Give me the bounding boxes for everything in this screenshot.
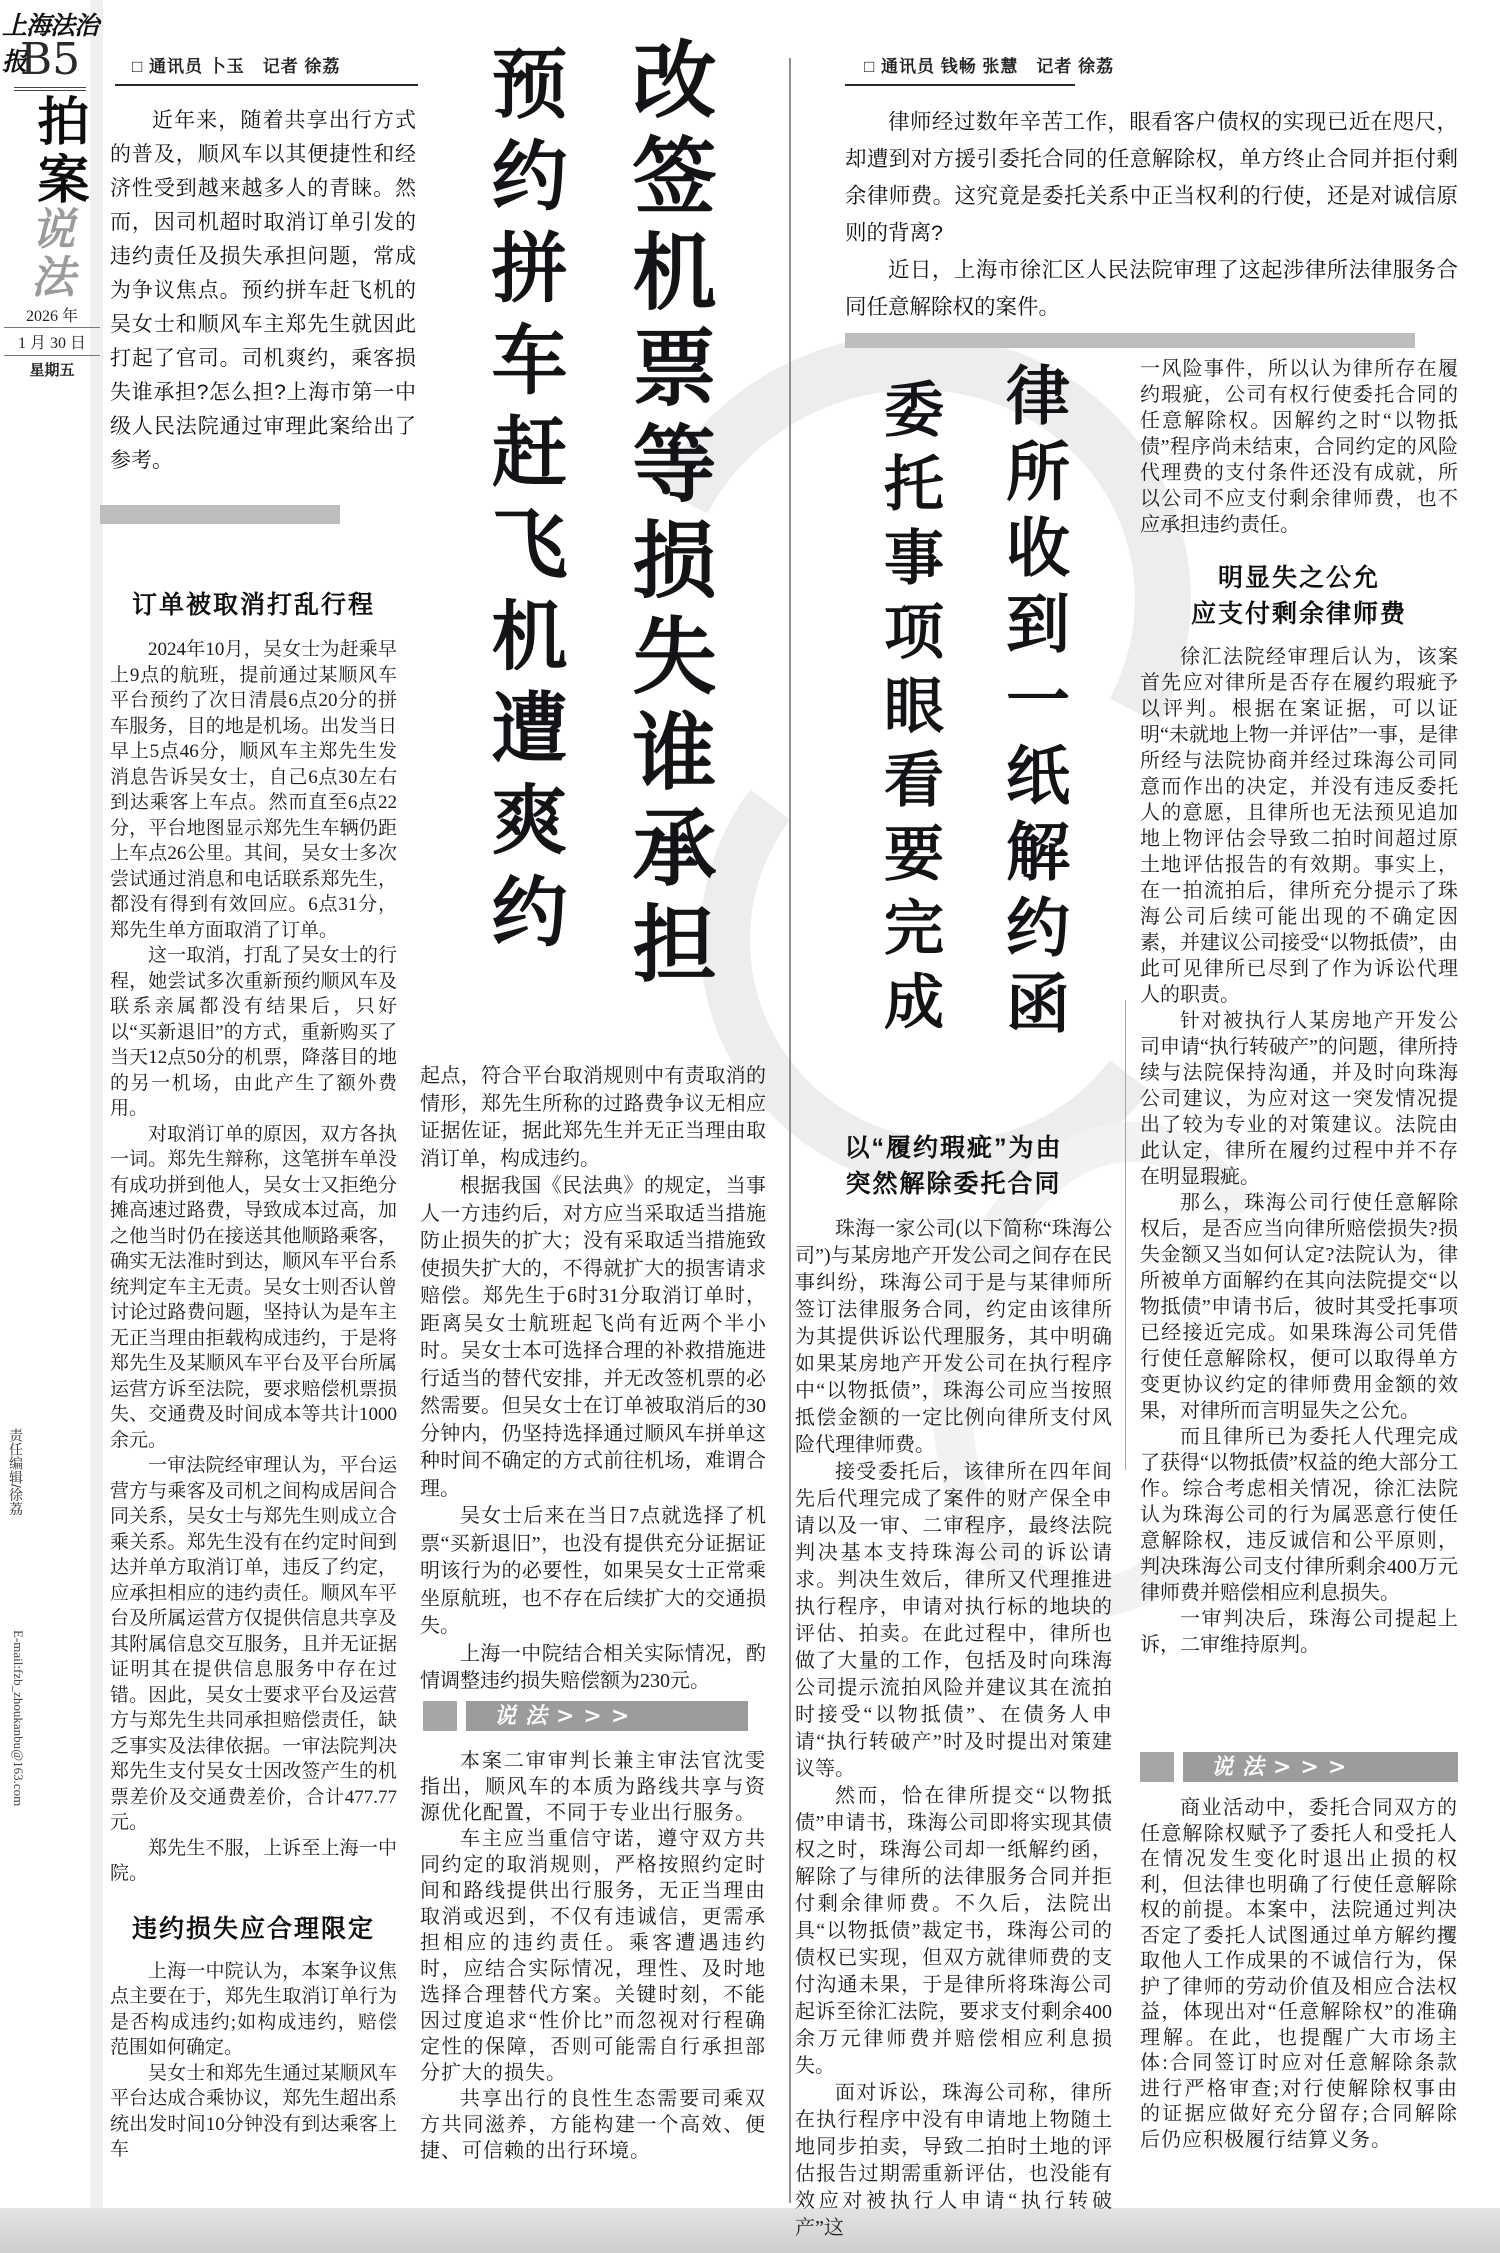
section-title bbox=[795, 1128, 1112, 1200]
paragraph: 郑先生不服，上诉至上海一中院。 bbox=[110, 1837, 397, 1884]
right-article-right-column bbox=[1140, 356, 1458, 1746]
article-body bbox=[110, 637, 397, 1887]
paragraph: 根据我国《民法典》的规定，当事人一方违约后，对方应当采取适当措施防止损失的扩大；没有采取适当措施致使损失扩大的，不得就扩大的损害请求赔偿。郑先生于6时31分取消订单时，距离吴女士航班起飞尚有近两个半小时。吴女士本可选择合理的补救措施进行适当的替代安排，并无改签机票的必然需要。但吴女士在订单被取消后的30分钟内，仍坚持选择通过顺风车拼单这种时间不确定的方式前往机场，难谓合理。 bbox=[420, 1175, 766, 1500]
left-article-intro bbox=[110, 104, 416, 478]
shuofa-label: 说法>>> bbox=[1183, 1752, 1458, 1782]
paragraph: 而且律所已为委托人代理完成了获得“以物抵债”权益的绝大部分工作。综合考虑相关情况，徐汇法院认为珠海公司的行为属恶意行使任意解除权，违反诚信和公平原则，判决珠海公司支付律所剩余400万元律师费并赔偿相应利息损失。 bbox=[1140, 1426, 1458, 1604]
paragraph: 共享出行的良性生态需要司乘双方共同滋养，方能构建一个高效、便捷、可信赖的出行环境。 bbox=[420, 2088, 766, 2162]
byline-left-article: □ 通讯员 卜玉 记者 徐荔 bbox=[132, 57, 341, 76]
left-headline-main: 改签机票等损失谁承担 bbox=[620, 36, 713, 996]
paragraph: 上海一中院结合相关实际情况，酌情调整违约损失赔偿额为230元。 bbox=[420, 1642, 766, 1692]
shuofa-bar bbox=[1140, 1752, 1458, 1782]
right-headline-sub: 委托事项眼看要完成 bbox=[876, 378, 942, 1044]
right-shuofa-text bbox=[1140, 1796, 1458, 2204]
section-title: 订单被取消打乱行程 bbox=[131, 591, 375, 619]
column-title-gray: 说法 bbox=[23, 206, 74, 302]
intro-separator-bar bbox=[845, 333, 1415, 348]
column-title-black: 拍案 bbox=[29, 94, 86, 210]
paragraph: 近日，上海市徐汇区人民法院审理了这起涉律所法律服务合同任意解除权的案件。 bbox=[845, 258, 1458, 319]
paragraph: 吴女士后来在当日7点就选择了机票“买新退旧”，也没有提供充分证据证明该行为的必要性，如果吴女士正常乘坐原航班，也不存在后续扩大的交通损失。 bbox=[420, 1505, 766, 1637]
article-body bbox=[110, 1959, 397, 2163]
intro-paragraph: 近年来，随着共享出行方式的普及，顺风车以其便捷性和经济性受到越来越多人的青睐。然而，因司机超时取消订单引发的违约责任及损失承担问题，常成为争议焦点。预约拼车赶飞机的吴女士和顺风车主郑先生就因此打起了官司。司机爽约，乘客损失谁承担?怎么担?上海市第一中级人民法院通过审理此案给出了参考。 bbox=[110, 109, 416, 472]
left-shuofa-text bbox=[420, 1748, 766, 2198]
byline-right-article: □ 通讯员 钱畅 张慧 记者 徐荔 bbox=[864, 57, 1115, 76]
editor-credit: 责任编辑/徐荔 bbox=[8, 1428, 24, 1516]
date-year: 2026 年 bbox=[25, 308, 78, 325]
intro-separator-bar bbox=[100, 505, 340, 524]
paragraph: 那么，珠海公司行使任意解除权后，是否应当向律所赔偿损失?损失金额又当如何认定?法院认为，律所被单方面解约在其向法院提交“以物抵债”申请书后，彼时其受托事项已经接近完成。如果珠海公司凭借行使任意解除权，便可以取得单方变更协议约定的律师费用金额的效果，对律所而言明显失之公允。 bbox=[1140, 1192, 1458, 1422]
byline-rule bbox=[845, 84, 1075, 86]
paragraph: 商业活动中，委托合同双方的任意解除权赋予了委托人和受托人在情况发生变化时退出止损的权利，但法律也明确了行使任意解除权的前提。本案中，法院通过判决否定了委托人试图通过单方解约攫取他人工作成果的不诚信行为，保护了律师的劳动价值及相应合法权益，体现出对“任意解除权”的准确理解。在此，也提醒广大市场主体:合同签订时应对任意解除条款进行严格审查;对行使解除权事由的证据应做好充分留存;合同解除后仍应积极履行结算义务。 bbox=[1140, 1797, 1458, 2151]
paragraph: 车主应当重信守诺，遵守双方共同约定的取消规则，严格按照约定时间和路线提供出行服务，无正当理由取消或迟到，不仅有违诚信，更需承担相应的违约责任。乘客遭遇违约时，应结合实际情况，理性、及时地选择合理替代方案。关键时刻，不能因过度追求“性价比”而忽视对行程确定性的保障，否则可能需自行承担部分扩大的损失。 bbox=[420, 1828, 766, 2084]
continuation-paragraph bbox=[1140, 356, 1458, 538]
article-body bbox=[795, 1216, 1112, 2242]
section-title: 违约损失应合理限定 bbox=[131, 1914, 375, 1943]
paragraph: 对取消订单的原因，双方各执一词。郑先生辩称，这笔拼车单没有成功拼到他人，吴女士又拒绝分摊高速过路费，导致成本过高，加之他当时仍在接送其他顺路乘客，确实无法准时到达，顺风车平台系统判定车主无责。吴女士则否认曾讨论过路费问题，坚持认为是车主无正当理由拒载构成违约，于是将郑先生及某顺风车平台及平台所属运营方诉至法院，要求赔偿机票损失、交通费及时间成本等共计1000余元。 bbox=[110, 1123, 397, 1451]
shuofa-square-icon bbox=[1140, 1752, 1174, 1782]
paragraph: 徐汇法院经审理后认为，该案首先应对律所是否存在履约瑕疵予以评判。根据在案证据，可以证明“未就地上物一并评估”一事，是律所经与法院协商并经过珠海公司同意而作出的决定，并没有违反委托人的意愿，且律所也无法预见追加地上物评估会导致二拍时间超过原土地评估报告的有效期。事实上，在一拍流拍后，律所充分提示了珠海公司后续可能出现的不确定因素，并建议公司接受“以物抵债”，由此可见律所已尽到了作为诉讼代理人的职责。 bbox=[1140, 646, 1458, 1006]
column-divider bbox=[1125, 1000, 1126, 1470]
shuofa-square-icon bbox=[423, 1701, 457, 1731]
date-block bbox=[4, 302, 100, 380]
article-body bbox=[1140, 644, 1458, 1658]
section-title-line: 明显失之公允 bbox=[1217, 564, 1380, 592]
section-title bbox=[1140, 558, 1458, 630]
byline-rule bbox=[115, 84, 418, 86]
article-divider bbox=[789, 58, 791, 2203]
right-article-intro bbox=[845, 104, 1458, 326]
paragraph: 上海一中院认为，本案争议焦点主要在于，郑先生取消订单行为是否构成违约;如构成违约，赔偿范围如何确定。 bbox=[110, 1960, 397, 2058]
shuofa-bar bbox=[423, 1701, 748, 1731]
section-title-line: 突然解除委托合同 bbox=[845, 1170, 1062, 1198]
weekday: 星期五 bbox=[29, 362, 75, 379]
paragraph: 针对被执行人某房地产开发公司申请“执行转破产”的问题，律所持续与法院保持沟通，并及时向珠海公司建议，为应对这一突发情况提出了较为专业的对策建议。法院由此认定，律所在履约过程中并不存在明显瑕疵。 bbox=[1140, 1010, 1458, 1188]
contact-email: E-mail:fzb_zhoukanbu@163.com bbox=[11, 1630, 26, 1807]
paragraph: 然而，恰在律所提交“以物抵债”申请书，珠海公司即将实现其债权之时，珠海公司却一纸解约函，解除了与律所的法律服务合同并拒付剩余律师费。不久后，法院出具“以物抵债”裁定书，珠海公司的债权已实现，但双方就律师费的支付沟通未果，于是律所将珠海公司起诉至徐汇法院，要求支付剩余400余万元律师费并赔偿相应利息损失。 bbox=[795, 1785, 1112, 2077]
right-article-middle-column bbox=[795, 1128, 1112, 2253]
page-number: B5 bbox=[14, 34, 86, 91]
section-title-line: 以“履约瑕疵”为由 bbox=[844, 1134, 1063, 1162]
paragraph: 一审法院经审理认为，平台运营方与乘客及司机之间构成居间合同关系，吴女士与郑先生则成立合乘关系。郑先生没有在约定时间到达并单方取消订单，违反了约定，应承担相应的违约责任。顺风车平台及所属运营方仅提供信息共享及其附属信息交互服务，且并无证据证明其在提供信息服务中存在过错。因此，吴女士要求平台及运营方与郑先生共同承担赔偿责任，缺乏事实及法律依据。一审法院判决郑先生支付吴女士因改签产生的机票差价及交通费差价，合计477.77元。 bbox=[110, 1455, 397, 1833]
left-article-column-2 bbox=[420, 1063, 766, 1697]
page-bottom-edge bbox=[0, 2208, 1500, 2253]
date-day: 1 月 30 日 bbox=[4, 327, 100, 356]
section-title-line: 应支付剩余律师费 bbox=[1190, 600, 1407, 628]
shuofa-label: 说法>>> bbox=[466, 1701, 748, 1731]
right-headline-main: 律所收到一纸解约函 bbox=[997, 362, 1068, 1046]
paragraph: 一审判决后，珠海公司提起上诉，二审维持原判。 bbox=[1140, 1608, 1458, 1656]
paragraph: 一风险事件，所以认为律所存在履约瑕疵，公司有权行使委托合同的任意解除权。因解约之时“以物抵债”程序尚未结束，合同约定的风险代理费的支付条件还没有成就，所以公司不应支付剩余律师费，也不应承担违约责任。 bbox=[1140, 358, 1458, 536]
paragraph: 吴女士和郑先生通过某顺风车平台达成合乘协议，郑先生超出系统出发时间10分钟没有到达乘客上车 bbox=[110, 2062, 397, 2160]
newspaper-logo: 上海法治报 bbox=[2, 11, 99, 76]
paragraph: 珠海一家公司(以下简称“珠海公司”)与某房地产开发公司之间存在民事纠纷，珠海公司于是与某律师所签订法律服务合同，约定由该律所为其提供诉讼代理服务，其中明确如果某房地产开发公司在执行程序中“以物抵债”，珠海公司应当按照抵偿金额的一定比例向律所支付风险代理律师费。 bbox=[795, 1218, 1112, 1456]
paragraph: 起点，符合平台取消规则中有责取消的情形，郑先生所称的过路费争议无相应证据佐证，据此郑先生并无正当理由取消订单，构成违约。 bbox=[420, 1065, 766, 1170]
paragraph: 这一取消，打乱了吴女士的行程，她尝试多次重新预约顺风车及联系亲属都没有结果后，只好以“买新退旧”的方式，重新购买了当天12点50分的机票，降落目的地的另一机场，由此产生了额外费用。 bbox=[110, 945, 397, 1119]
paragraph: 律师经过数年辛苦工作，眼看客户债权的实现已近在咫尺，却遭到对方援引委托合同的任意解除权，单方终止合同并拒付剩余律师费。这究竟是委托关系中正当权利的行使，还是对诚信原则的背离? bbox=[845, 110, 1458, 245]
paragraph: 2024年10月，吴女士为赶乘早上9点的航班，提前通过某顺风车平台预约了次日清晨6点20分的拼车服务，目的地是机场。出发当日早上5点46分，顺风车主郑先生发消息告诉吴女士，自己6点30左右到达乘客上车点。然而直至6点22分，平台地图显示郑先生车辆仍距上车点26公里。其间，吴女士多次尝试通过消息和电话联系郑先生，都没有得到有效回应。6点31分，郑先生单方面取消了订单。 bbox=[110, 639, 397, 941]
left-article-column-1 bbox=[110, 585, 397, 2200]
left-headline-sub: 预约拼车赶飞机遭爽约 bbox=[480, 44, 564, 964]
paragraph: 接受委托后，该律所在四年间先后代理完成了案件的财产保全申请以及一审、二审程序，最终法院判决基本支持珠海公司的诉讼请求。判决生效后，律所又代理推进执行程序，申请对执行标的地块的评估、拍卖。在此过程中，律所也做了大量的工作，包括及时向珠海公司提示流拍风险并建议其在流拍时接受“以物抵债”、在债务人申请“执行转破产”时及时提出对策建议等。 bbox=[795, 1461, 1112, 1780]
paragraph: 本案二审审判长兼主审法官沈雯指出，顺风车的本质为路线共享与资源优化配置，不同于专业出行服务。 bbox=[420, 1750, 766, 1824]
paragraph: 面对诉讼，珠海公司称，律所在执行程序中没有申请地上物随土地同步拍卖，导致二拍时土地的评估报告过期需重新评估，也没能有效应对被执行人申请“执行转破产”这 bbox=[795, 2082, 1112, 2239]
